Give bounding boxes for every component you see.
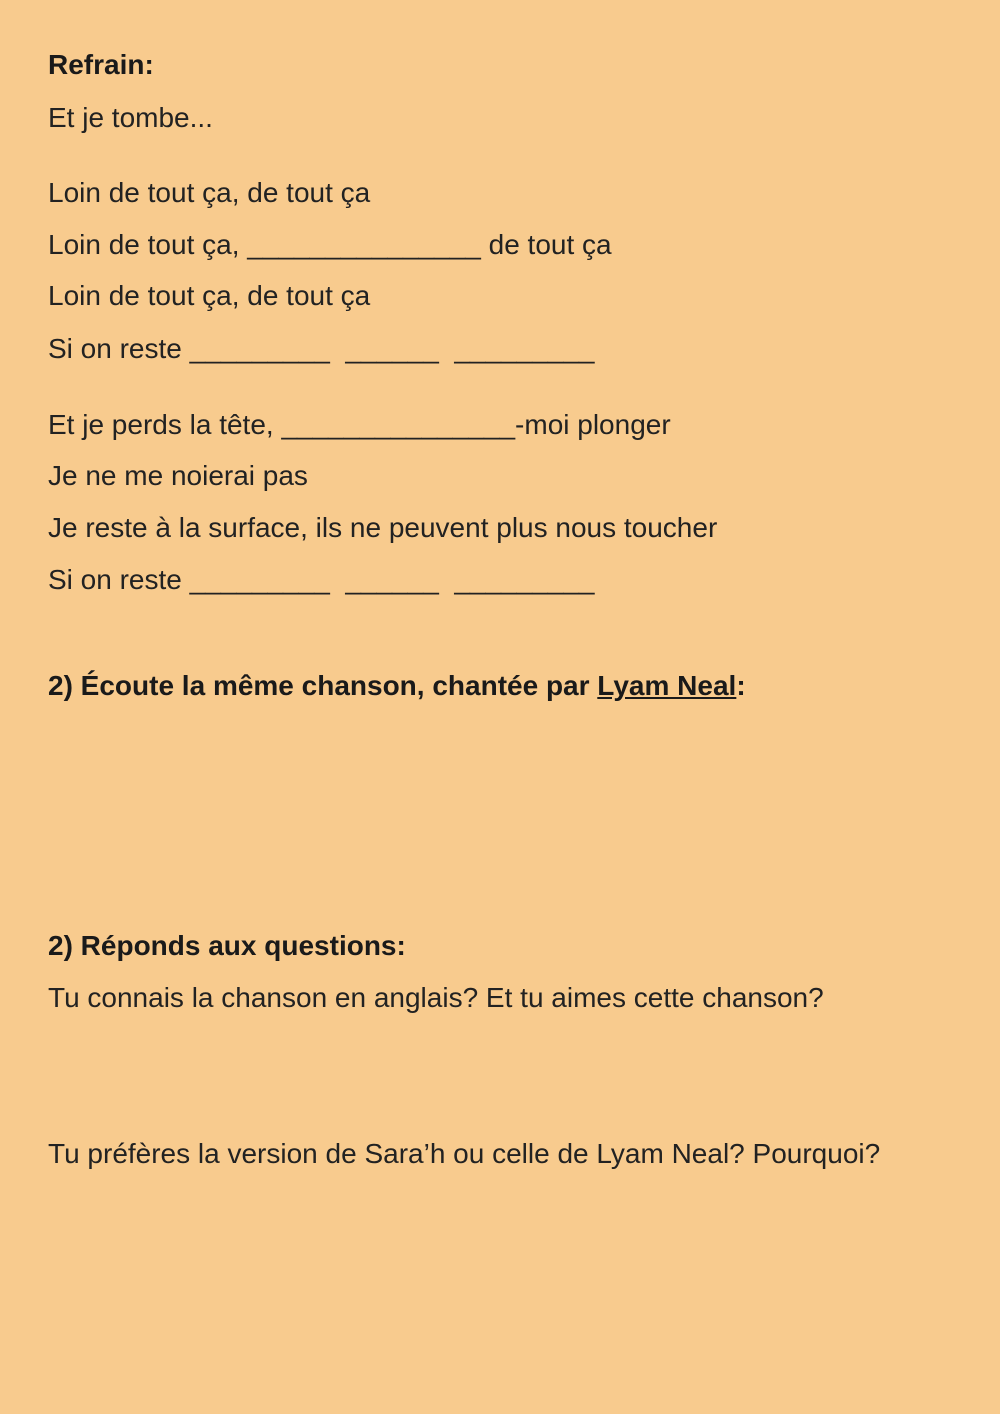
lyric-line-with-blank: Loin de tout ça, _______________ de tout ça [48,229,612,260]
lyric-line: Je reste à la surface, ils ne peuvent plus nous toucher [48,512,718,543]
question-2: Tu préfères la version de Sara’h ou celle de Lyam Neal? Pourquoi? [48,1138,881,1169]
lyric-line-with-blank: Et je perds la tête, _______________-moi plonger [48,409,671,440]
lyric-line-with-blank: Si on reste _________ ______ _________ [48,564,595,595]
listen-heading-prefix: 2) Écoute la même chanson, chantée par [48,670,598,701]
lyric-line-with-blank: Si on reste _________ ______ _________ [48,333,595,364]
lyric-line: Loin de tout ça, de tout ça [48,177,371,208]
questions-heading: 2) Réponds aux questions: [48,930,406,961]
lyam-neal-link[interactable]: Lyam Neal [597,670,737,701]
lyric-line: Loin de tout ça, de tout ça [48,280,371,311]
question-1: Tu connais la chanson en anglais? Et tu aimes cette chanson? [48,982,824,1013]
refrain-intro: Et je tombe... [48,102,213,133]
lyric-line: Je ne me noierai pas [48,460,308,491]
listen-heading [48,669,746,703]
listen-heading-suffix: : [736,670,746,701]
refrain-heading: Refrain: [48,49,154,80]
